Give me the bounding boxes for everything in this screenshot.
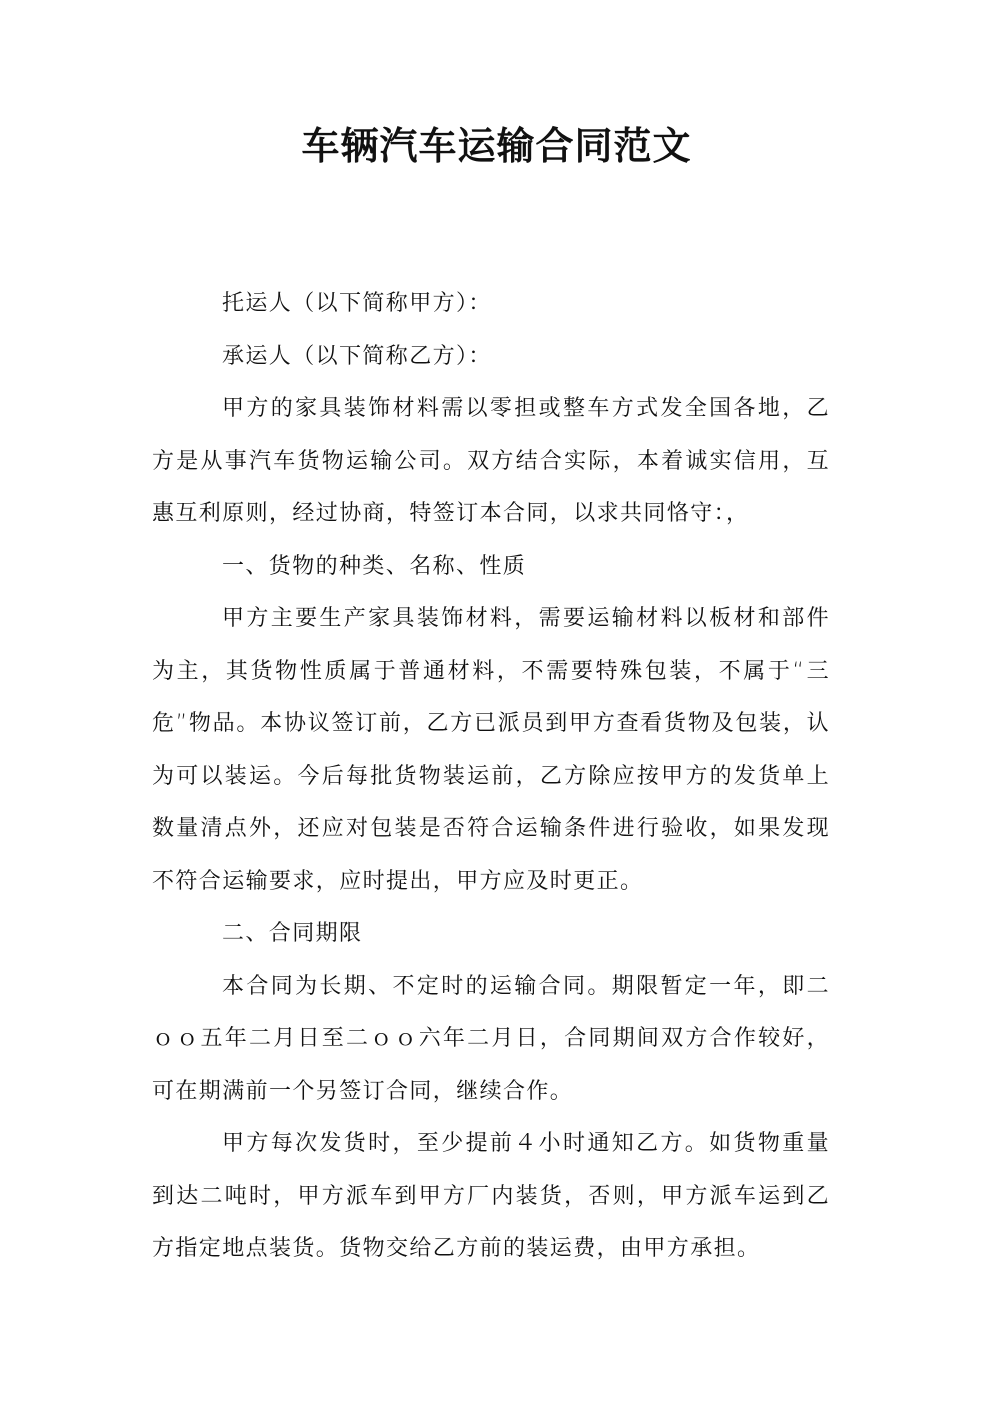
document-title: 车辆汽车运输合同范文: [301, 124, 692, 168]
section-heading-goods: 一、货物的种类、名称、性质: [222, 553, 527, 579]
paragraph-preamble: 甲方的家具装饰材料需以零担或整车方式发全国各地，乙方是从事汽车货物运输公司。双方结合实际，本着诚实信用，互惠互利原则，经过协商，特签订本合同，以求共同恪守：，: [152, 396, 830, 526]
paragraph-term: 本合同为长期、不定时的运输合同。期限暂定一年，即二ｏｏ五年二月日至二ｏｏ六年二月日，合同期间双方合作较好，可在期满前一个另签订合同，继续合作。: [152, 973, 830, 1104]
paragraph-carrier: 承运人（以下简称乙方）：: [222, 343, 492, 369]
paragraph-notice: 甲方每次发货时，至少提前４小时通知乙方。如货物重量到达二吨时，甲方派车到甲方厂内装货，否则，甲方派车运到乙方指定地点装货。货物交给乙方前的装运费，由甲方承担。: [152, 1131, 830, 1261]
document-body: [152, 278, 830, 1276]
section-heading-term: 二、合同期限: [222, 921, 363, 946]
paragraph-shipper: 托运人（以下简称甲方）：: [222, 291, 492, 316]
paragraph-goods: 甲方主要生产家具装饰材料，需要运输材料以板材和部件为主，其货物性质属于普通材料，不需要特殊包装，不属于“三危”物品。本协议签订前，乙方已派员到甲方查看货物及包装，认为可以装运。今后每批货物装运前，乙方除应按甲方的发货单上数量清点外，还应对包装是否符合运输条件进行验收，如果发现不符合运输要求，应时提出，甲方应及时更正。: [152, 606, 830, 894]
